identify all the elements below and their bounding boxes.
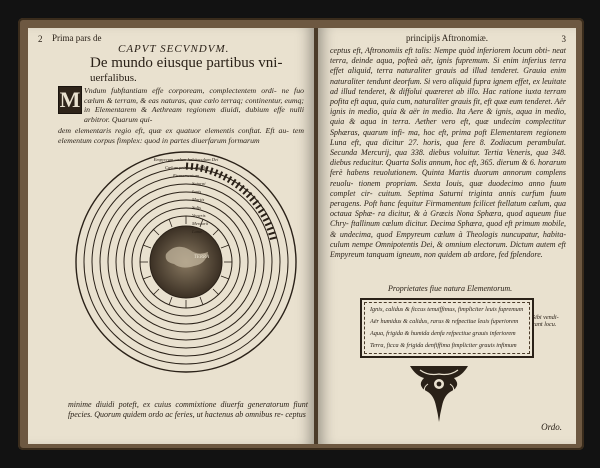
body-text: ceptus eft, Aftronomiis eft talis: Nempe quòd inferiorem locum obti- neat terra, deinde aqua, pofteà aër, ignis fupremum. Si enim inferius terra effet aliquid, terra naturaliter grauis ad illud tenderet. Grauia enim naturaliter tendunt deorfum. Si vero aliquid fupra ignem effet, ex leuitate ad illud tenderet, & diffolui quæreret ab illo. Hac ratione iuxta terram pofita eft aqua, quia cum, naturaliter grauis fit, eft quæ eum tenderet. Aër ignis in medio, quia & aër in medio. Ita Aere & ignis, aqua in medio, quia & aqua in terra. Aether vero eft, quæ undecim complectitur Sphæras, quarum infi- ma, hoc eft, prima poft Elementarem regionem Luna eft, qua dicitur 27. horis, qua fere 8. Zodiacum perambulat. Secunda Mercurij, qua 338. diebus voluitur. Tertia Veneris, qua 348. diebus reducitur. Quarta Solis annum, hoc eft, 365. dierum & 6. horarum ferè habens reuolutionem. Quinta Martis duorum annorum complens reuolu- tionem propriam. Sexta Iouis, quæ duodecimo anno fuum complet cir- cuitum. Septima Saturni triginta annis curfum fuum peragens. Poft hanc fequitur Firmamentum fcilicet ftellatum cælum, qua octaua Sphæ- ra dicitur, & à Græcis Nona Sphæra, quod aqueum fiue Chry- ftallinum cælum dicitur. Decima Sphæra, quod eft primum mobile, & undecima, quod Empyreum cælum à Theologis nuncupatur, habita- culum nempe Omnipotentis Dei, & omnium electorum. Dictum autem eft Empyreum tanquam igneum, non quidem ab ardore, fed fplendore. [330, 46, 566, 260]
label-firmamentum: Firmamentum [172, 173, 200, 178]
elements-table-title: Proprietates fiue natura Elementorum. [388, 284, 513, 293]
label-sun: Solis [192, 205, 201, 210]
brace-label: Sibi vendi- cant locu. [532, 314, 559, 328]
label-mars: Martis [192, 197, 205, 202]
cosmos-diagram [74, 150, 298, 374]
intro-paragraph: Vndum fubftantiam effe corpoream, complectentem ordi- ne fuo cælum & terram, & eas naturas, quæ cælo terraq; continentur, eumq; in Elementarem & Aethream regionem diuidi, dubium effe nulli arbitror. Quarum qui- [84, 86, 304, 124]
element-fire: Ignis, calidus & ficcus tenuiffimus, fimpliciter leuis fupremum [370, 306, 524, 313]
bottom-paragraph: minime diuidi poteft, ex cuius commixtione diuerfa generatorum fiunt fpecies. Quorum quidem ordo ac feries, ut hactenus ab omnibus re- ceptus [68, 400, 308, 419]
chapter-heading: CAPVT SECVNDVM. [118, 43, 230, 55]
open-book [18, 18, 584, 450]
elements-table [360, 298, 534, 358]
label-saturn: Saturni [192, 181, 206, 186]
page-number-right: 3 [561, 34, 566, 44]
intro-paragraph-cont: dem elementaris regio eft, quæ ex quatuor elementis conftat. Eft au- tem elementum corpus fimplex: quod in partes diuerfarum formarum [58, 126, 304, 145]
element-water: Aqua, frigida & humida denfa refpectiue grauis inferiorem [370, 330, 516, 337]
running-head-right: principijs Aftronomiæ. [406, 33, 488, 43]
drop-cap: M [59, 87, 81, 112]
label-primum-mobile: Cælum primum mobile [164, 165, 208, 170]
label-mercury: Mercurii [192, 221, 209, 226]
page-number: 2 [38, 34, 43, 44]
running-head: Prima pars de [52, 33, 102, 43]
chapter-title-line2: uerfalibus. [90, 72, 137, 84]
label-venus: Veneris [192, 213, 206, 218]
left-page [28, 28, 314, 444]
element-air: Aër humidus & calidus, rarus & refpectiue leuis fuperiorem [370, 318, 519, 325]
element-earth: Terra, ficca & frigida denfiffima fimpliciter grauis infimum [370, 342, 517, 349]
right-page [318, 28, 576, 444]
chapter-title-line1: De mundo eiusque partibus vni- [90, 55, 283, 71]
chapter-title [90, 56, 300, 85]
earth-label: TERRA [194, 255, 209, 260]
label-jupiter: Iouis [192, 189, 202, 194]
label-moon: Lunæ [192, 229, 203, 234]
decorative-ornament [404, 362, 474, 424]
label-empyreum: Empyreum cælum habitaculum Dei [153, 157, 219, 162]
catchword: Ordo. [541, 422, 562, 432]
